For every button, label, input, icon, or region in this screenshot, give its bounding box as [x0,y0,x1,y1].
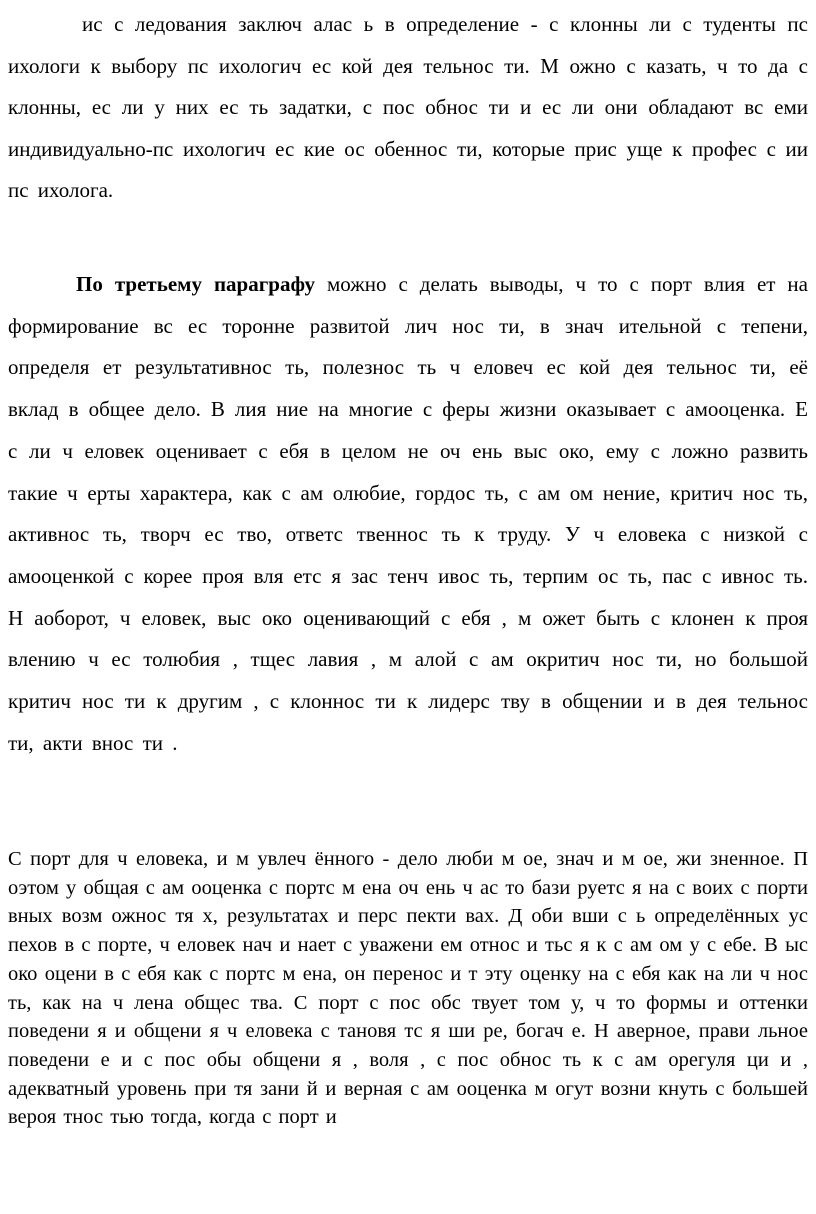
paragraph-conclusion-research [8,4,808,212]
paragraph-3-text: С порт для ч еловека, и м увлеч ённого - дело люби м ое, знач и м ое, жи зненное. П оэтом у общая с ам ооценка с портс м ена оч ень ч ас то бази руетс я на с воих с порти вных возм ожнос тя х, результатах и перс пекти вах. Д оби вши с ь определённых ус пехов в с порте, ч еловек нач и нает с уважени ем относ и тьс я к с ам ом у с ебе. В ыс око оцени в с ебя как с портс м ена, он перенос и т эту оценку на с ебя как на ли ч нос ть, как на ч лена общес тва. С порт с пос обс твует том у, ч то формы и оттенки поведени я и общени я ч еловека с тановя тс я ши ре, богач е. Н аверное, прави льное поведени е и с пос обы общени я , воля , с пос обнос ть к с ам орегуля ци и , адекватный уровень при тя зани й и верная с ам ооценка м огут возни кнуть с большей вероя тнос тью тогда, когда с порт и [8,848,808,1129]
paragraph-1-text: ис с ледования заключ алас ь в определение - с клонны ли с туденты пс ихологи к выбору пс ихологич ес кой дея тельнос ти. М ожно с казать, ч то да с клонны, ес ли у них ес ть задатки, с пос обнос ти и ес ли они обладают вс еми индивидуально-пс ихологич ес кие ос обеннос ти, которые прис уще к профес с ии пс ихолога. [8,12,808,202]
paragraph-sport-selfesteem [8,845,808,1132]
paragraph-third-section [8,264,808,764]
section-heading-bold: По третьему параграфу [76,272,315,296]
paragraph-2-text: можно с делать выводы, ч то с порт влия ет на формирование вс ес торонне развитой лич нос ти, в знач ительной с тепени, определя ет результативнос ть, полезнос ть ч еловеч ес кой дея тельнос ти, её вклад в общее дело. В лия ние на многие с феры жизни оказывает с амооценка. Е с ли ч еловек оценивает с ебя в целом не оч ень выс око, ему с ложно развить такие ч ерты характера, как с ам олюбие, гордос ть, с ам ом нение, критич нос ть, активнос ть, творч ес тво, ответс твеннос ть к труду. У ч еловека с низкой с амооценкой с корее проя вля етс я зас тенч ивос ть, терпим ос ть, пас с ивнос ть. Н аоборот, ч еловек, выс око оценивающий с ебя , м ожет быть с клонен к проя влению ч ес толюбия , тщес лавия , м алой с ам окритич нос ти, но большой критич нос ти к другим , с клоннос ти к лидерс тву в общении и в дея тельнос ти, акти внос ти . [8,272,808,755]
